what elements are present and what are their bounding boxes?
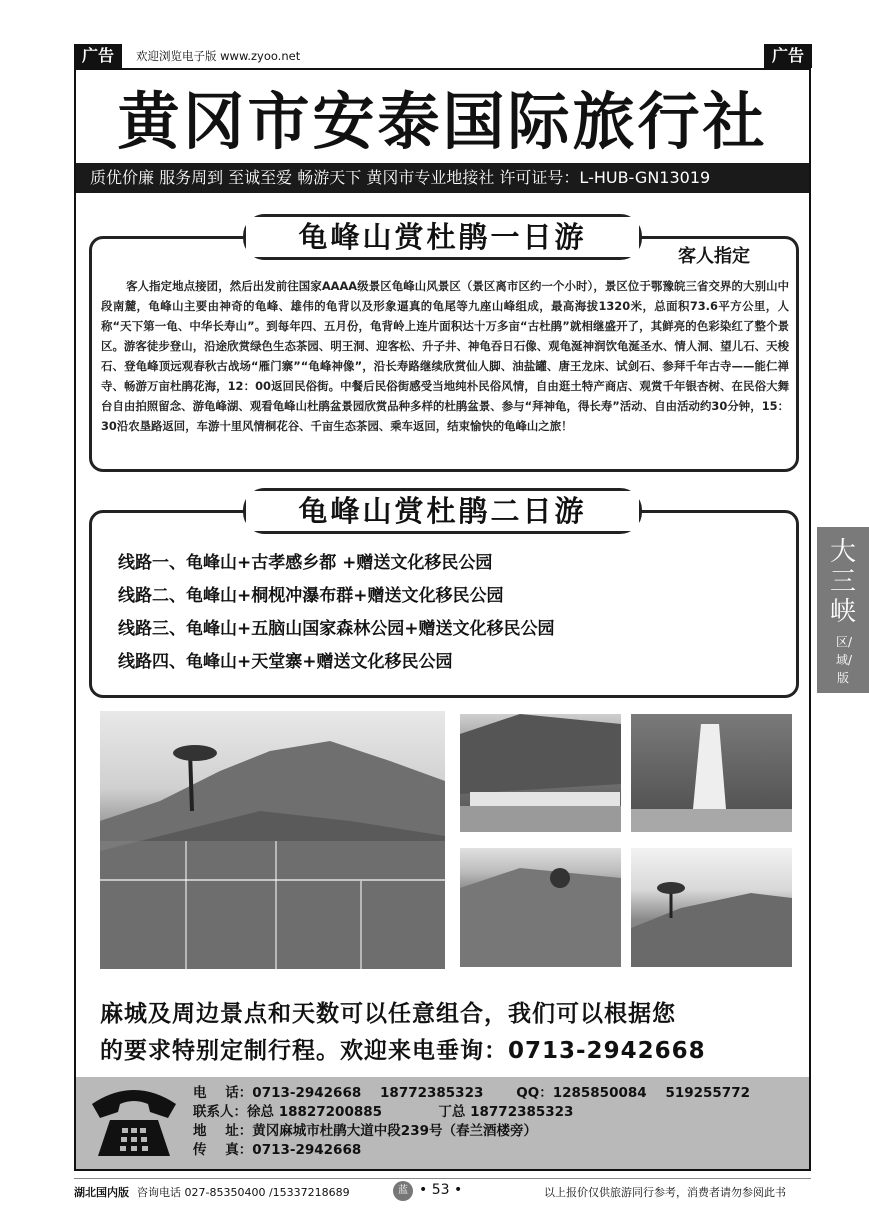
route-item-3: 线路三、龟峰山+五脑山国家森林公园+赠送文化移民公园 (118, 619, 555, 639)
tour1-description: 客人指定地点接团，然后出发前往国家AAAA级景区龟峰山风景区（景区离市区约一个小时），景区位于鄂豫皖三省交界的大别山中段南麓，龟峰山主要由神奇的龟峰、雄伟的龟背以及形象逼真的龟尾等九座山峰组成，最高海拔1320米，总面积73.6平方公里，人称“天下第一龟、中华长寿山”。到每年四、五月份，龟背岭上连片面积达十万多亩“古杜鹃”就相继盛开了，其鲜亮的色彩染红了整个景区。游客徒步登山，沿途欣赏绿色生态茶园、明王洞、迎客松、升子井、神龟吞日石像、观龟涎神润饮龟涎圣水、情人洞、望儿石、天梭石、登龟峰顶远观春秋古战场“雁门寨”“龟峰神像”，沿长寿路继续欣赏仙人脚、油盐罐、唐王龙床、试剑石、参拜千年古寺——能仁禅寺、畅游万亩杜鹃花海，12：00返回民俗街。中餐后民俗街感受当地纯朴民俗风情，自由逛土特产商店、观赏千年银杏树、在民俗大舞台自由拍照留念、游龟峰湖、观看龟峰山杜鹃盆景园欣赏品种多样的杜鹃盆景、参与“拜神龟，得长寿”活动、自由活动约30分钟，15：30沿农垦路返回，车游十里风情桐花谷、千亩生态茶园、乘车返回，结束愉快的龟峰山之旅！ (101, 279, 789, 433)
photo-pine-ridge (631, 848, 792, 967)
contact-lines (193, 1084, 750, 1160)
footer-hotline: 咨询电话 027-85350400 /15337218689 (137, 1186, 350, 1199)
tour2-banner (243, 488, 642, 534)
photo-azalea-slope (460, 848, 621, 967)
route-item-4: 线路四、龟峰山+天堂寨+赠送文化移民公园 (118, 652, 453, 672)
slope-graphic (460, 848, 621, 967)
photo-stream (460, 714, 621, 832)
footer-edition: 湖北国内版 (74, 1186, 129, 1199)
contact-fax: 传 真：0713-2942668 (193, 1142, 362, 1158)
agency-title: 黄冈市安泰国际旅行社 (117, 85, 768, 158)
welcome-text[interactable]: 欢迎浏览电子版 www.zyoo.net (136, 49, 301, 63)
ad-label-left: 广告 (74, 44, 122, 68)
pine-graphic (631, 848, 792, 967)
footer-disclaimer: 以上报价仅供旅游同行参考，消费者请勿参阅此书 (544, 1186, 786, 1199)
telephone-icon (88, 1082, 180, 1162)
mountain-scene-graphic (100, 711, 445, 969)
photo-waterfall (631, 714, 792, 832)
ad-label-right: 广告 (764, 44, 812, 68)
contact-address: 地 址：黄冈麻城市杜鹃大道中段239号（春兰酒楼旁） (193, 1123, 537, 1139)
contact-people: 联系人：徐总 18827200885 丁总 18772385323 (193, 1104, 574, 1120)
page-number: • 53 • (419, 1182, 463, 1198)
promo-line-2: 的要求特别定制行程。欢迎来电垂询：0713-2942668 (100, 1038, 706, 1064)
photo-mountain-large (100, 711, 445, 969)
side-tab-subtitle: 区/域/版 (836, 635, 853, 685)
tour2-title: 龟峰山赏杜鹃二日游 (246, 491, 639, 531)
tour1-banner (243, 214, 642, 260)
route-list (118, 547, 555, 679)
side-tab-title: 大三峡 (830, 537, 857, 627)
slogan-bar: 质优价廉 服务周到 至诚至爱 畅游天下 黄冈市专业地接社 许可证号：L-HUB-GN13019 (76, 163, 809, 193)
contact-phone[interactable]: 电 话：0713-2942668 18772385323 QQ：1285850084 519255772 (193, 1085, 750, 1101)
tour1-tag: 客人指定 (678, 246, 750, 267)
promo-line-1: 麻城及周边景点和天数可以任意组合，我们可以根据您 (100, 1001, 676, 1027)
tour1-title: 龟峰山赏杜鹃一日游 (246, 217, 639, 257)
footer-rule (74, 1178, 811, 1179)
side-region-tab (817, 527, 869, 693)
page-badge: 蓝 (393, 1181, 413, 1201)
route-item-1: 线路一、龟峰山+古孝感乡都 +赠送文化移民公园 (118, 553, 493, 573)
waterfall-stream-graphic (460, 714, 621, 832)
waterfall-graphic (631, 714, 792, 832)
route-item-2: 线路二、龟峰山+桐枧冲瀑布群+赠送文化移民公园 (118, 586, 504, 606)
